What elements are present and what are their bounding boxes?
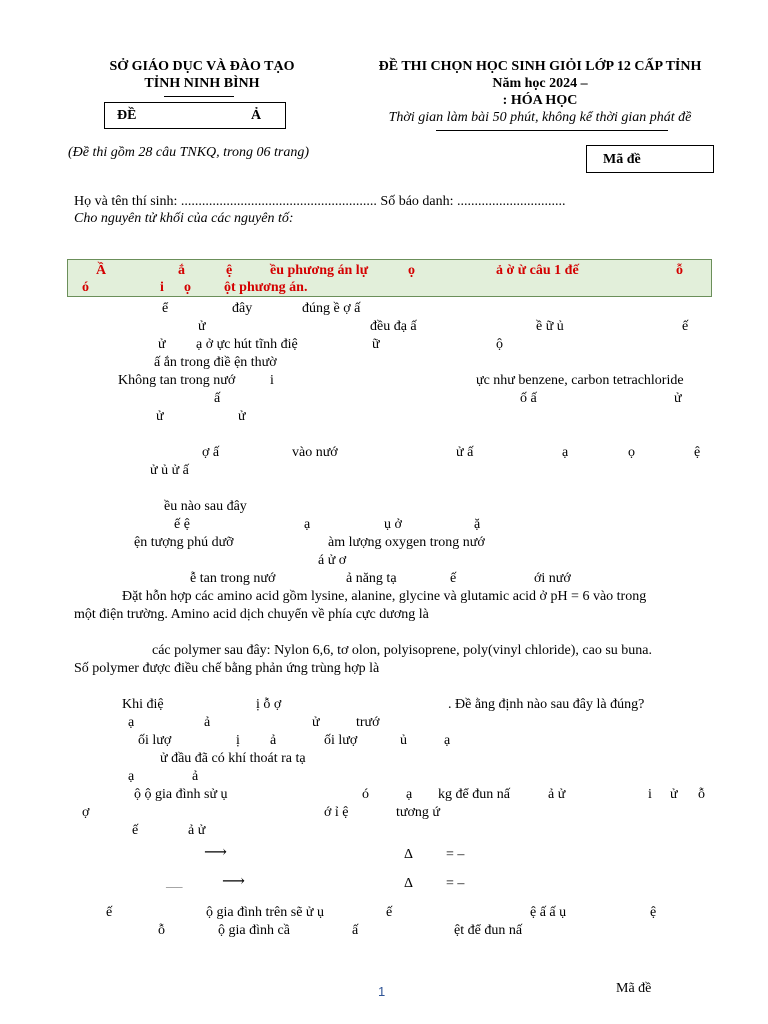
question-text-fragment: ế (450, 571, 457, 586)
question-text-fragment: ạ (128, 715, 135, 730)
section-instruction-fragment: ả ờ ừ câu 1 đế (496, 263, 579, 278)
question-text-fragment: ế ệ (174, 517, 190, 532)
section-instruction-fragment: ọ (408, 263, 415, 278)
question-text-fragment: ấ ắn trong điề ện thườ (154, 355, 277, 370)
exam-code-box (586, 145, 714, 173)
question-text-fragment: ợ (82, 805, 90, 820)
question-text-fragment: đều đạ ấ (370, 319, 417, 334)
question-text-fragment: ọ (628, 445, 635, 460)
question-text-fragment: ới nướ (534, 571, 571, 586)
official-exam-label-2: Ả (251, 108, 262, 123)
question-text-fragment: Không tan trong nướ (118, 373, 236, 388)
question-text-fragment: ối lượ (324, 733, 358, 748)
question-text-fragment: ử (674, 391, 682, 406)
question-text-fragment: ệ ấ ấ ụ (530, 905, 567, 920)
question-text-fragment: ệt để đun nấ (454, 923, 523, 938)
question-text-fragment: ả ử (548, 787, 566, 802)
question-text-fragment: ả ử (188, 823, 206, 838)
question-text-fragment: ử đầu đã có khí thoát ra tạ (160, 751, 306, 766)
question-text-fragment: . Đề ằng định nào sau đây là đúng? (448, 697, 645, 712)
reaction-arrow: ⟶ (222, 873, 245, 890)
question-text-fragment: ộ gia đình cầ (218, 923, 290, 938)
question-text-fragment: ử (312, 715, 320, 730)
question-text-fragment: ễ tan trong nướ (190, 571, 276, 586)
question-text-fragment: Δ (404, 847, 414, 862)
question-text-fragment: ủ (400, 733, 407, 748)
question-text-fragment: các polymer sau đây: Nylon 6,6, tơ olon, polyisoprene, poly(vinyl chloride), cao su buna. (152, 643, 653, 658)
question-text-fragment: ó (362, 787, 369, 802)
question-text-fragment: Số polymer được điều chế bằng phản ứng trùng hợp là (74, 661, 380, 676)
question-text-fragment: tương ứ (396, 805, 440, 820)
question-text-fragment: ữ (372, 337, 380, 352)
page-count-note: (Đề thi gồm 28 câu TNKQ, trong 06 trang) (68, 145, 309, 160)
province-name: TỈNH NINH BÌNH (144, 76, 260, 91)
section-instruction-fragment: Ầ (96, 263, 107, 278)
question-text-fragment: ố ấ (520, 391, 537, 406)
header-underline-left (164, 96, 234, 97)
question-text-fragment: ạ (562, 445, 569, 460)
question-text-fragment: trướ (356, 715, 380, 730)
question-text-fragment: ợ ấ (202, 445, 220, 460)
question-text-fragment: = – (446, 876, 465, 891)
question-text-fragment: kg để đun nấ (438, 787, 510, 802)
question-text-fragment: ả (204, 715, 211, 730)
question-text-fragment: àm lượng oxygen trong nướ (328, 535, 485, 550)
question-text-fragment: ớ ỉ ệ (324, 805, 349, 820)
question-text-fragment: ộ gia đình trên sẽ ử ụ (206, 905, 325, 920)
question-text-fragment: ều nào sau đây (164, 499, 247, 514)
question-text-fragment: ộ ộ gia đình sử ụ (134, 787, 228, 802)
question-text-fragment: ử (156, 409, 164, 424)
question-text-fragment: ối lượ (138, 733, 172, 748)
question-text-fragment: ạ (304, 517, 311, 532)
question-text-fragment: ả (192, 769, 199, 784)
question-text-fragment: i (648, 787, 652, 802)
question-text-fragment: ử (158, 337, 166, 352)
reaction-arrow: ⟶ (204, 844, 227, 861)
question-text-fragment: ử ấ (456, 445, 474, 460)
question-text-fragment: i (270, 373, 274, 388)
question-text-fragment: Khi điệ (122, 697, 164, 712)
question-text-fragment: ặ (474, 517, 481, 532)
section-instruction-fragment: ắ (178, 263, 185, 278)
question-text-fragment: á ử ơ (318, 553, 347, 568)
question-text-fragment: ử ủ ử ấ (150, 463, 189, 478)
department-header (84, 58, 320, 92)
question-text-fragment: ử (670, 787, 678, 802)
question-text-fragment: ế (106, 905, 113, 920)
section-instruction-fragment: ó (82, 280, 89, 295)
footer-exam-code: Mã đề (616, 981, 652, 996)
question-text-fragment: Đặt hỗn hợp các amino acid gồm lysine, alanine, glycine và glutamic acid ở pH = 6 vào trong (122, 589, 647, 604)
question-text-fragment: một điện trường. Amino acid dịch chuyển về phía cực dương là (74, 607, 429, 622)
question-text-fragment: ấ (352, 923, 359, 938)
question-text-fragment: ệ (694, 445, 701, 460)
question-text-fragment: ề ữ ủ (536, 319, 564, 334)
question-text-fragment: = – (446, 847, 465, 862)
question-text-fragment: ạ (444, 733, 451, 748)
section-instruction-fragment: ột phương án. (224, 280, 308, 295)
atomic-mass-line: Cho nguyên tử khối của các nguyên tố: (74, 211, 294, 226)
question-text-fragment: ế (386, 905, 393, 920)
section-instruction-fragment: ọ (184, 280, 191, 295)
candidate-info-line: Họ và tên thí sinh: ........................................................ Số báo danh: ............................... (74, 194, 566, 209)
official-exam-box (104, 102, 286, 129)
question-text-fragment: ực như benzene, carbon tetrachloride (476, 373, 684, 388)
question-text-fragment: ạ ở ực hút tĩnh điệ (196, 337, 298, 352)
section-instruction-fragment: i (160, 280, 164, 295)
exam-duration: Thời gian làm bài 50 phút, không kể thời gian phát đề (388, 110, 692, 125)
question-text-fragment: ộ (496, 337, 503, 352)
question-text-fragment: Δ (404, 876, 414, 891)
section-instruction-fragment: ệ (226, 263, 233, 278)
question-text-fragment: ể (162, 301, 169, 316)
question-text-fragment: ử (238, 409, 246, 424)
exam-code-label: Mã đề (603, 152, 641, 167)
question-text-fragment: vào nướ (292, 445, 338, 460)
section-instruction-fragment: ỗ (676, 263, 683, 278)
question-text-fragment: ạ (406, 787, 413, 802)
department-name: SỞ GIÁO DỤC VÀ ĐÀO TẠO (109, 59, 295, 74)
question-text-fragment: ỗ (158, 923, 165, 938)
question-text-fragment: ị (236, 733, 240, 748)
question-text-fragment: ế (682, 319, 689, 334)
question-text-fragment: ụ ở (384, 517, 402, 532)
page-number: 1 (378, 984, 386, 999)
exam-subject: : HÓA HỌC (502, 93, 578, 108)
question-text-fragment: ị ỗ ợ (256, 697, 282, 712)
question-text-fragment: ả (270, 733, 277, 748)
question-text-fragment: ấ (214, 391, 221, 406)
official-exam-label: ĐỀ (117, 108, 137, 123)
question-text-fragment: ử (198, 319, 206, 334)
section-instruction-fragment: ều phương án lự (270, 263, 369, 278)
question-text-fragment: ện tượng phú dưỡ (134, 535, 234, 550)
question-text-fragment: ỗ (698, 787, 705, 802)
question-text-fragment: đây (232, 301, 253, 316)
header-underline-right (436, 130, 668, 131)
question-text-fragment: ệ (650, 905, 657, 920)
question-text-fragment: ế (132, 823, 139, 838)
equation-blank: ___ (166, 877, 183, 889)
question-text-fragment: đúng ề ợ ấ (302, 301, 361, 316)
question-text-fragment: ạ (128, 769, 135, 784)
exam-header (330, 58, 750, 126)
exam-title: ĐỀ THI CHỌN HỌC SINH GIỎI LỚP 12 CẤP TỈNH (378, 59, 702, 74)
school-year: Năm học 2024 – (492, 76, 588, 91)
question-text-fragment: ả năng tạ (346, 571, 397, 586)
